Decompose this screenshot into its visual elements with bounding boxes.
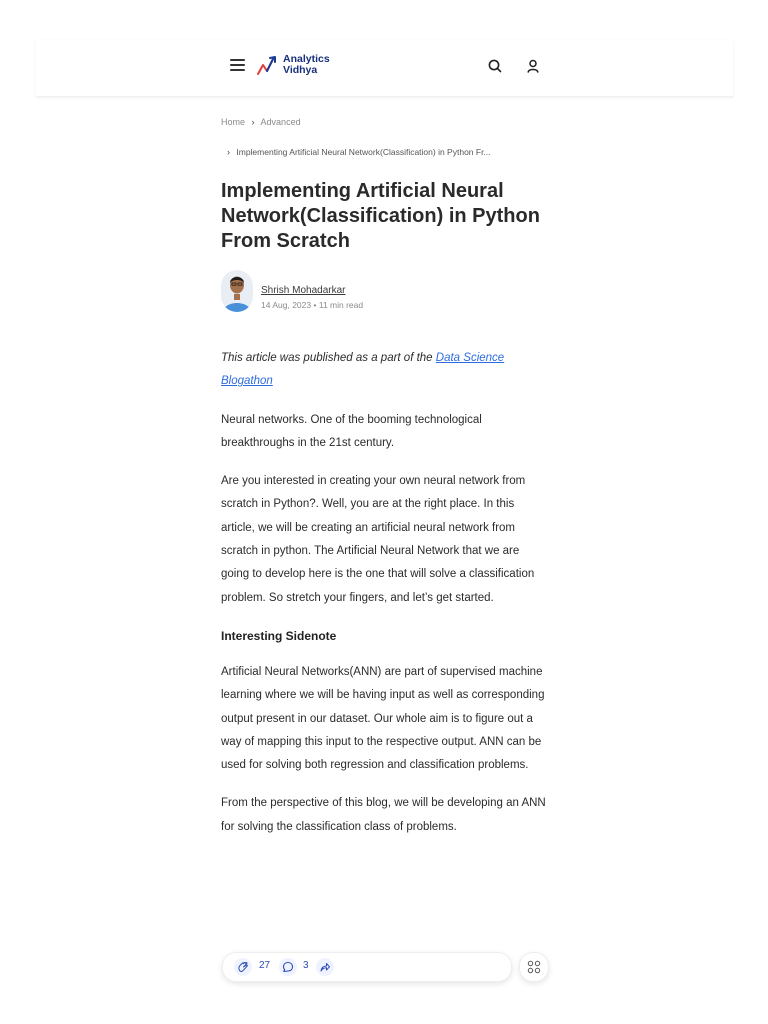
logo-text (283, 54, 330, 76)
breadcrumb-current: Implementing Artificial Neural Network(Classification) in Python Fr... (236, 147, 491, 157)
breadcrumb-current-row (227, 146, 491, 158)
paragraph: From the perspective of this blog, we will be developing an ANN for solving the classification class of problems. (221, 797, 546, 833)
meta-separator: • (313, 300, 317, 310)
user-icon[interactable] (524, 57, 542, 75)
logo-line-2: Vidhya (283, 64, 318, 76)
paragraph: Artificial Neural Networks(ANN) are part of supervised machine learning where we will be having input as well as corresponding output present in our dataset. Our whole aim is to figure out a way of mapping this input to the respective output. ANN can be used for solving both regression and classification problems. (221, 665, 545, 772)
page-title: Implementing Artificial Neural Network(Classification) in Python From Scratch (221, 180, 540, 252)
paragraph: Neural networks. One of the booming technological breakthroughs in the 21st century. (221, 413, 482, 449)
intro-text: This article was published as a part of the (221, 352, 436, 364)
breadcrumb (221, 116, 301, 128)
breadcrumb-category[interactable]: Advanced (260, 117, 301, 127)
clap-icon[interactable] (234, 958, 252, 976)
comment-icon[interactable] (279, 958, 297, 976)
blogathon-link[interactable]: Data Science Blogathon (221, 352, 505, 388)
paragraph: Are you interested in creating your own neural network from scratch in Python?. Well, you are at the right place. In this article, we will be creating an artificial neural network from scratch in python. The Artificial Neural Network that we are going to develop here is the one that will solve a classification problem. So stretch your fingers, and let’s get started. (221, 475, 535, 604)
hamburger-menu-icon[interactable] (229, 56, 247, 74)
article-body (221, 347, 547, 854)
logo-line-1: Analytics (283, 53, 330, 65)
breadcrumb-home[interactable]: Home (221, 117, 246, 127)
site-header (36, 40, 733, 97)
section-heading: Interesting Sidenote (221, 628, 337, 643)
author-avatar[interactable] (221, 270, 253, 312)
search-icon[interactable] (486, 57, 504, 75)
logo-mark-icon (256, 54, 282, 78)
chevron-right-icon: › (251, 117, 255, 127)
site-logo[interactable] (256, 54, 346, 78)
comment-count: 3 (303, 960, 309, 971)
publish-date: 14 Aug, 2023 (261, 300, 312, 310)
grid-menu-icon[interactable] (519, 952, 549, 982)
article-meta (261, 300, 363, 310)
clap-count: 27 (259, 960, 271, 971)
intro-paragraph (221, 347, 547, 394)
chevron-right-icon: › (227, 147, 230, 157)
author-name-link[interactable]: Shrish Mohadarkar (261, 285, 346, 296)
read-time: 11 min read (318, 300, 364, 310)
article-action-bar (222, 952, 512, 982)
share-icon[interactable] (316, 958, 334, 976)
